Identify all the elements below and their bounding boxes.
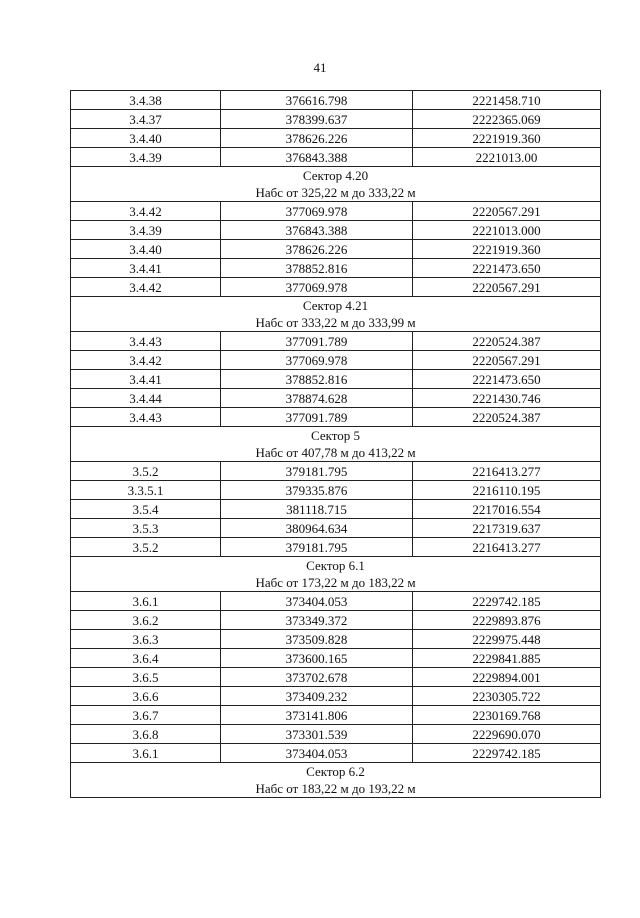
point-id-cell: 3.4.42 xyxy=(71,202,221,221)
point-id-cell: 3.6.5 xyxy=(71,668,221,687)
x-coordinate-cell: 373404.053 xyxy=(221,744,413,763)
table-row xyxy=(71,592,601,611)
x-coordinate-cell: 376616.798 xyxy=(221,91,413,110)
y-coordinate-cell: 2217319.637 xyxy=(413,519,601,538)
y-coordinate-cell: 2221473.650 xyxy=(413,259,601,278)
y-coordinate-cell: 2220567.291 xyxy=(413,278,601,297)
sector-height-range: Набс от 173,22 м до 183,22 м xyxy=(71,574,601,592)
y-coordinate-cell: 2229841.885 xyxy=(413,649,601,668)
y-coordinate-cell: 2221458.710 xyxy=(413,91,601,110)
table-row xyxy=(71,240,601,259)
table-row xyxy=(71,649,601,668)
x-coordinate-cell: 377091.789 xyxy=(221,408,413,427)
point-id-cell: 3.4.38 xyxy=(71,91,221,110)
point-id-cell: 3.4.40 xyxy=(71,129,221,148)
y-coordinate-cell: 2230169.768 xyxy=(413,706,601,725)
y-coordinate-cell: 2221473.650 xyxy=(413,370,601,389)
table-row xyxy=(71,408,601,427)
table-row xyxy=(71,91,601,110)
point-id-cell: 3.4.40 xyxy=(71,240,221,259)
table-row xyxy=(71,202,601,221)
point-id-cell: 3.6.7 xyxy=(71,706,221,725)
table-row xyxy=(71,332,601,351)
table-row xyxy=(71,259,601,278)
sector-title-row xyxy=(71,167,601,185)
sector-range-row xyxy=(71,184,601,202)
point-id-cell: 3.5.4 xyxy=(71,500,221,519)
y-coordinate-cell: 2229893.876 xyxy=(413,611,601,630)
point-id-cell: 3.4.43 xyxy=(71,332,221,351)
table-row xyxy=(71,611,601,630)
y-coordinate-cell: 2221013.00 xyxy=(413,148,601,167)
table-row xyxy=(71,538,601,557)
x-coordinate-cell: 376843.388 xyxy=(221,148,413,167)
point-id-cell: 3.5.2 xyxy=(71,462,221,481)
sector-height-range: Набс от 407,78 м до 413,22 м xyxy=(71,444,601,462)
x-coordinate-cell: 378626.226 xyxy=(221,240,413,259)
x-coordinate-cell: 381118.715 xyxy=(221,500,413,519)
sector-range-row xyxy=(71,780,601,798)
x-coordinate-cell: 379335.876 xyxy=(221,481,413,500)
table-row xyxy=(71,129,601,148)
x-coordinate-cell: 373600.165 xyxy=(221,649,413,668)
sector-height-range: Набс от 333,22 м до 333,99 м xyxy=(71,314,601,332)
x-coordinate-cell: 373301.539 xyxy=(221,725,413,744)
y-coordinate-cell: 2230305.722 xyxy=(413,687,601,706)
point-id-cell: 3.5.2 xyxy=(71,538,221,557)
x-coordinate-cell: 373404.053 xyxy=(221,592,413,611)
sector-range-row xyxy=(71,444,601,462)
y-coordinate-cell: 2220524.387 xyxy=(413,332,601,351)
point-id-cell: 3.6.1 xyxy=(71,592,221,611)
y-coordinate-cell: 2229894.001 xyxy=(413,668,601,687)
table-row xyxy=(71,706,601,725)
y-coordinate-cell: 2229975.448 xyxy=(413,630,601,649)
y-coordinate-cell: 2216413.277 xyxy=(413,462,601,481)
x-coordinate-cell: 379181.795 xyxy=(221,462,413,481)
sector-title-row xyxy=(71,557,601,575)
x-coordinate-cell: 373702.678 xyxy=(221,668,413,687)
sector-title-row xyxy=(71,297,601,315)
x-coordinate-cell: 378399.637 xyxy=(221,110,413,129)
sector-range-row xyxy=(71,574,601,592)
table-row xyxy=(71,744,601,763)
point-id-cell: 3.4.42 xyxy=(71,351,221,370)
y-coordinate-cell: 2220524.387 xyxy=(413,408,601,427)
point-id-cell: 3.6.4 xyxy=(71,649,221,668)
x-coordinate-cell: 377069.978 xyxy=(221,351,413,370)
x-coordinate-cell: 379181.795 xyxy=(221,538,413,557)
point-id-cell: 3.4.43 xyxy=(71,408,221,427)
y-coordinate-cell: 2221919.360 xyxy=(413,129,601,148)
y-coordinate-cell: 2221430.746 xyxy=(413,389,601,408)
x-coordinate-cell: 378874.628 xyxy=(221,389,413,408)
point-id-cell: 3.5.3 xyxy=(71,519,221,538)
sector-title: Сектор 4.20 xyxy=(71,167,601,185)
table-row xyxy=(71,725,601,744)
table-row xyxy=(71,687,601,706)
x-coordinate-cell: 373349.372 xyxy=(221,611,413,630)
x-coordinate-cell: 378852.816 xyxy=(221,259,413,278)
point-id-cell: 3.6.3 xyxy=(71,630,221,649)
page-number: 41 xyxy=(313,60,327,75)
y-coordinate-cell: 2221013.000 xyxy=(413,221,601,240)
sector-title: Сектор 6.2 xyxy=(71,763,601,781)
y-coordinate-cell: 2229690.070 xyxy=(413,725,601,744)
point-id-cell: 3.4.44 xyxy=(71,389,221,408)
y-coordinate-cell: 2216413.277 xyxy=(413,538,601,557)
x-coordinate-cell: 377069.978 xyxy=(221,202,413,221)
table-row xyxy=(71,351,601,370)
table-row xyxy=(71,389,601,408)
table-row xyxy=(71,221,601,240)
sector-title: Сектор 4.21 xyxy=(71,297,601,315)
x-coordinate-cell: 377069.978 xyxy=(221,278,413,297)
table-row xyxy=(71,370,601,389)
y-coordinate-cell: 2222365.069 xyxy=(413,110,601,129)
y-coordinate-cell: 2216110.195 xyxy=(413,481,601,500)
coordinates-table xyxy=(70,90,601,798)
point-id-cell: 3.6.8 xyxy=(71,725,221,744)
point-id-cell: 3.4.39 xyxy=(71,148,221,167)
table-row xyxy=(71,668,601,687)
table-row xyxy=(71,462,601,481)
y-coordinate-cell: 2220567.291 xyxy=(413,202,601,221)
point-id-cell: 3.6.6 xyxy=(71,687,221,706)
sector-title-row xyxy=(71,427,601,445)
point-id-cell: 3.6.2 xyxy=(71,611,221,630)
sector-title: Сектор 5 xyxy=(71,427,601,445)
table-row xyxy=(71,519,601,538)
y-coordinate-cell: 2221919.360 xyxy=(413,240,601,259)
x-coordinate-cell: 373409.232 xyxy=(221,687,413,706)
sector-title: Сектор 6.1 xyxy=(71,557,601,575)
table-row xyxy=(71,110,601,129)
point-id-cell: 3.4.37 xyxy=(71,110,221,129)
x-coordinate-cell: 380964.634 xyxy=(221,519,413,538)
sector-title-row xyxy=(71,763,601,781)
sector-height-range: Набс от 183,22 м до 193,22 м xyxy=(71,780,601,798)
coordinates-table-body xyxy=(71,91,601,798)
table-row xyxy=(71,500,601,519)
point-id-cell: 3.4.39 xyxy=(71,221,221,240)
table-row xyxy=(71,278,601,297)
y-coordinate-cell: 2229742.185 xyxy=(413,592,601,611)
point-id-cell: 3.6.1 xyxy=(71,744,221,763)
table-row xyxy=(71,630,601,649)
y-coordinate-cell: 2220567.291 xyxy=(413,351,601,370)
table-row xyxy=(71,481,601,500)
x-coordinate-cell: 376843.388 xyxy=(221,221,413,240)
point-id-cell: 3.3.5.1 xyxy=(71,481,221,500)
y-coordinate-cell: 2229742.185 xyxy=(413,744,601,763)
x-coordinate-cell: 373509.828 xyxy=(221,630,413,649)
x-coordinate-cell: 377091.789 xyxy=(221,332,413,351)
table-row xyxy=(71,148,601,167)
sector-range-row xyxy=(71,314,601,332)
sector-height-range: Набс от 325,22 м до 333,22 м xyxy=(71,184,601,202)
x-coordinate-cell: 378852.816 xyxy=(221,370,413,389)
point-id-cell: 3.4.42 xyxy=(71,278,221,297)
x-coordinate-cell: 373141.806 xyxy=(221,706,413,725)
y-coordinate-cell: 2217016.554 xyxy=(413,500,601,519)
x-coordinate-cell: 378626.226 xyxy=(221,129,413,148)
point-id-cell: 3.4.41 xyxy=(71,259,221,278)
point-id-cell: 3.4.41 xyxy=(71,370,221,389)
